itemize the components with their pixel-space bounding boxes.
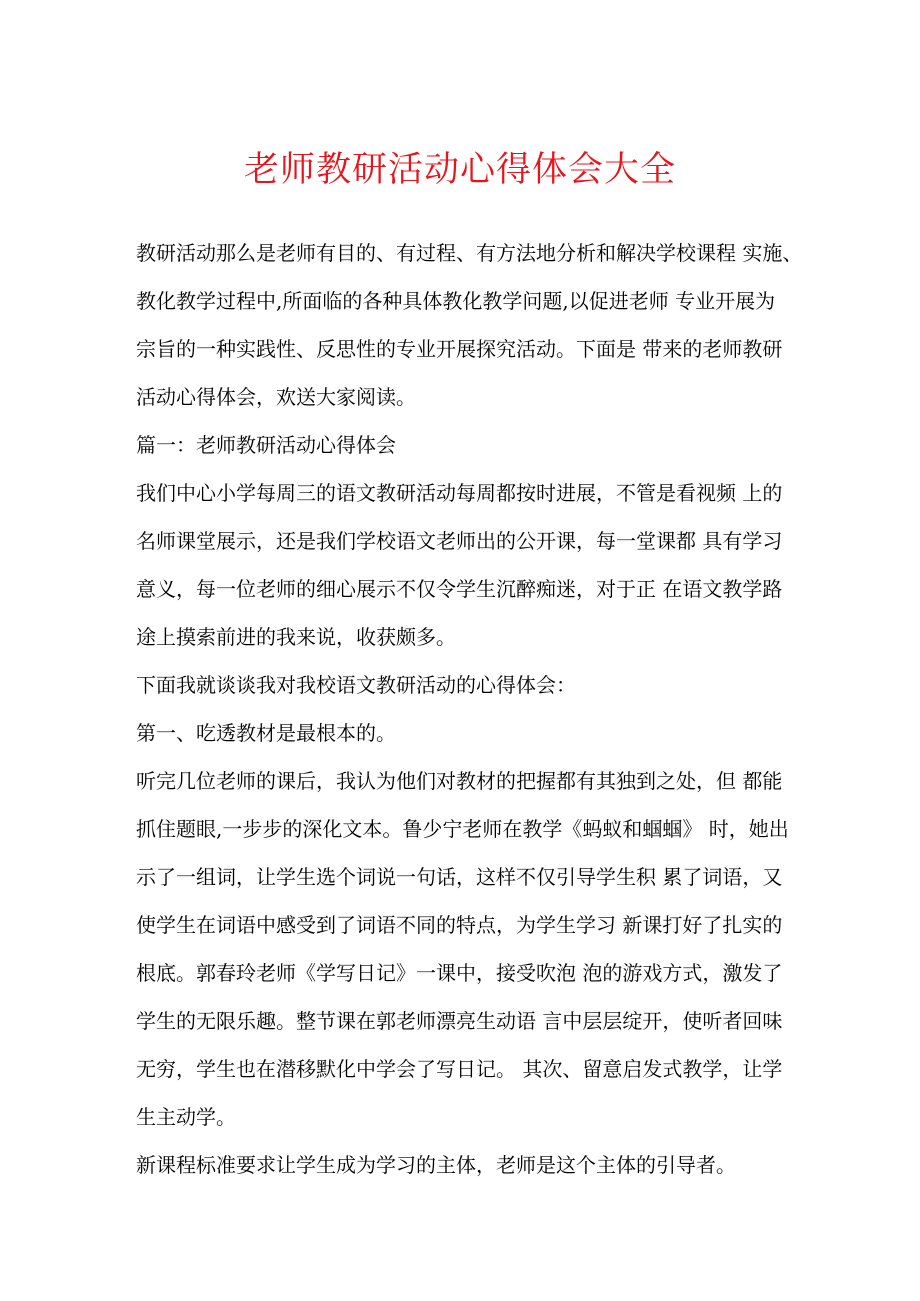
text-line: 名师课堂展示，还是我们学校语文老师出的公开课，每一堂课都 具有学习 [136,529,783,553]
text-line: 意义，每一位老师的细心展示不仅令学生沉醉痴迷，对于正 在语文教学路 [136,577,783,601]
document-body [136,229,803,1189]
text-line: 我们中心小学每周三的语文教研活动每周都按时进展，不管是看视频 上的 [136,481,783,505]
paragraph [136,229,803,421]
text-line: 下面我就谈谈我对我校语文教研活动的心得体会： [136,673,576,697]
text-line: 使学生在词语中感受到了词语不同的特点，为学生学习 新课打好了扎实的 [136,913,783,937]
text-line: 途上摸索前进的我来说，收获颇多。 [136,625,456,649]
text-line: 无穷，学生也在潜移默化中学会了写日记。 其次、留意启发式教学，让学 [136,1057,783,1081]
text-line: 教化教学过程中,所面临的各种具体教化教学问题,以促进老师 专业开展为 [136,289,776,313]
paragraph [136,1141,796,1189]
text-line: 学生的无限乐趣。整节课在郭老师漂亮生动语 言中层层绽开，使听者回味 [136,1009,783,1033]
paragraph [136,469,796,661]
text-line: 宗旨的一种实践性、反思性的专业开展探究活动。下面是 带来的老师教研 [136,337,783,361]
paragraph [136,661,796,709]
document-title: 老师教研活动心得体会大全 [243,150,676,190]
text-line: 篇一：老师教研活动心得体会 [136,433,396,457]
paragraph [136,421,796,469]
paragraph [136,757,796,1141]
text-line: 生主动学。 [136,1105,236,1129]
text-line: 根底。郭春玲老师《学写日记》一课中，接受吹泡 泡的游戏方式，激发了 [136,961,783,985]
paragraph [136,709,796,757]
text-line: 第一、吃透教材是最根本的。 [136,721,396,745]
text-line: 新课程标准要求让学生成为学习的主体，老师是这个主体的引导者。 [136,1153,736,1177]
text-line: 抓住题眼,一步步的深化文本。鲁少宁老师在教学《蚂蚁和蝈蝈》 时，她出 [136,817,789,841]
text-line: 听完几位老师的课后，我认为他们对教材的把握都有其独到之处，但 都能 [136,769,783,793]
text-line: 活动心得体会，欢送大家阅读。 [136,385,416,409]
text-line: 教研活动那么是老师有目的、有过程、有方法地分析和解决学校课程 实施、 [136,241,803,265]
text-line: 示了一组词，让学生选个词说一句话，这样不仅引导学生积 累了词语，又 [136,865,783,889]
